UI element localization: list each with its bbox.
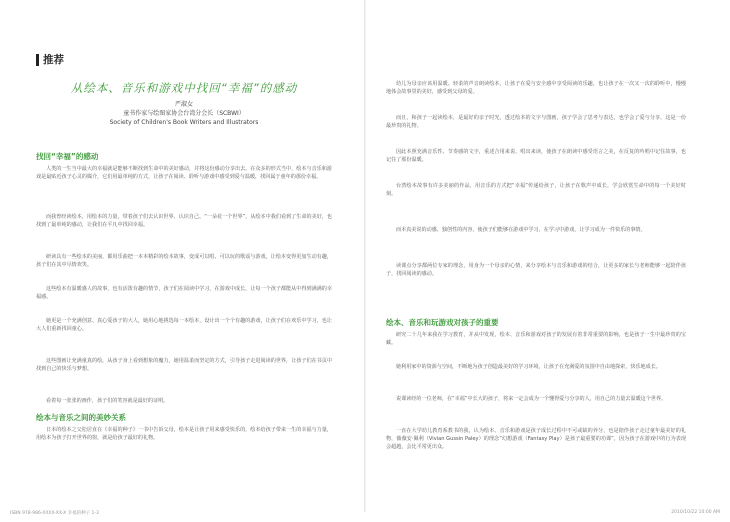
right-paragraph: 说课读经的一位老师，在“幸福”中长大的孩子，将来一定会成为一个懂得爱与分享的人，用自己的力量去温暖这个世界。 <box>396 396 667 402</box>
footer-right: 2010/10/22 10:00 AM <box>671 510 720 515</box>
left-paragraph: 日本的绘本之父松居直在《幸福的种子》一书中告诉父母，绘本是让孩子用来感受快乐的，绘本给孩子带来一生的幸福与力量，用绘本为孩子打开世界的窗，就是给孩子最好的礼物。 <box>36 427 332 441</box>
footer-left: ISBN 978-986-XXXX-XX-X 幸福的种子 1-3 <box>10 511 99 516</box>
left-paragraph: 她更是一个充满创意、真心爱孩子的大人，她用心地挑选每一本绘本，设计出一个个有趣的游戏，让孩子们在欢乐中学习，也让大人们重新找回童心。 <box>36 318 332 332</box>
right-paragraph: 而且，和孩子一起读绘本，是最好的亲子时光，透过绘本的文字与图画，孩子学会了思考与表达，也学会了爱与分享，这是一份最珍贵的礼物。 <box>386 115 686 129</box>
right-paragraph: 一直在大学幼儿教育系教书的我，认为绘本、音乐和游戏是孩子成长过程中不可或缺的养分，也是陪伴孩子走过童年最美好的礼物，薇薇安·佩利（Vivian Gussin Paley）的理念“幻想游戏（Fantasy Play）是孩子最重要的功课”，因为孩子在游戏中的行为表现会超越，会比平常更出众。 <box>386 428 686 450</box>
right-paragraph: 幼儿为母亲应该用温暖、轻柔的声音朗读绘本，让孩子在爱与安全感中享受阅读的乐趣，也让孩子在一次又一次的聆听中，慢慢地体会故事里的美好，感受到父母的爱。 <box>386 81 686 95</box>
left-paragraph: 这些图画让充满童真的绘，从孩子身上看到想象的魔力，她用温柔而坚定的方式，引导孩子走进阅读的世界，让孩子们在书页中找到自己的快乐与梦想。 <box>36 358 332 372</box>
author-org-cn: 童书作家与绘图家协会台湾分会长（SCBWI） <box>123 110 245 117</box>
left-heading-1: 找回“幸福”的感动 <box>36 152 99 161</box>
author-org-en: Society of Children's Book Writers and Illustrators <box>109 119 259 126</box>
left-paragraph: 看着每一张张的画作，孩子们的笑容就是最好的证明。 <box>46 398 169 404</box>
right-paragraph: 研究二十几年来我在学习教育，并从中发现，绘本、音乐和游戏对孩子的发展有着非常重要的影响，也是孩子一生中最珍贵的宝藏。 <box>386 332 686 346</box>
author-block <box>36 100 332 127</box>
right-paragraph: 读课点分享都两位专家的理念，用身为一个母亲的心情，来分享绘本与音乐和游戏的结合，让更多的家长与老师能够一起陪伴孩子，找回阅读的感动。 <box>386 263 686 277</box>
author-name: 严淑女 <box>174 101 193 108</box>
right-paragraph: 因此本照充满音乐性、节奏感的文字，重述合用来说、唱出来读，使孩子在朗读中感受语言之美，在反复的吟唱中记住故事，也记住了那份温暖。 <box>386 149 686 163</box>
right-heading: 绘本、音乐和玩游戏对孩子的重要 <box>386 318 499 327</box>
page-gutter <box>364 0 366 512</box>
right-paragraph: 她利用家中的资源与空间，不断地为孩子创造最美好的学习环境，让孩子在充满爱的氛围中自由地探索，快乐地成长。 <box>396 364 661 370</box>
right-paragraph: 台湾绘本故事有许多美丽的作品，用音乐的方式把“幸福”传递给孩子，让孩子在歌声中成长，学会欣赏生命中的每一个美好时刻。 <box>386 183 686 197</box>
left-heading-2: 绘本与音乐之间的美妙关系 <box>36 413 126 422</box>
left-paragraph: 人类的一生当中最大的幸福就是能够不断找到生命中的美好感动，并将这份感动分享出去。在众多的形式当中，绘本与音乐和游戏是最贴近孩子心灵的媒介，它们用最单纯的方式，让孩子在阅读、聆听与游戏中感受到爱与温暖，找回属于童年的那份幸福。 <box>36 166 332 180</box>
left-paragraph: 而我曾经读绘本，用绘本的力量，带着孩子们去认识世界、认识自己。“一朵花一个世界”，从绘本中我们看到了生命的美好，也找到了最单纯的感动，让我们在平凡中找回幸福。 <box>36 214 332 228</box>
section-tag: 推荐 <box>36 54 64 66</box>
left-paragraph: 研读具有一些绘本的美丽，都用乐曲把一本本精彩的绘本故事，变成可以唱、可以玩的歌谣与游戏，让绘本变得更加生动有趣，孩子们在其中尽情欢笑。 <box>36 254 332 268</box>
right-paragraph: 而本真美说的动感、独创性的内容，使孩子们能够在游戏中学习，在学习中游戏，让学习成为一件快乐的事情。 <box>396 227 646 233</box>
article-title: 从绘本、音乐和游戏中找回“幸福”的感动 <box>70 81 298 95</box>
left-paragraph: 这些绘本有温暖感人的故事，也有活泼有趣的情节，孩子们在阅读中学习，在游戏中成长，让每一个孩子都能从中得到满满的幸福感。 <box>36 286 332 300</box>
